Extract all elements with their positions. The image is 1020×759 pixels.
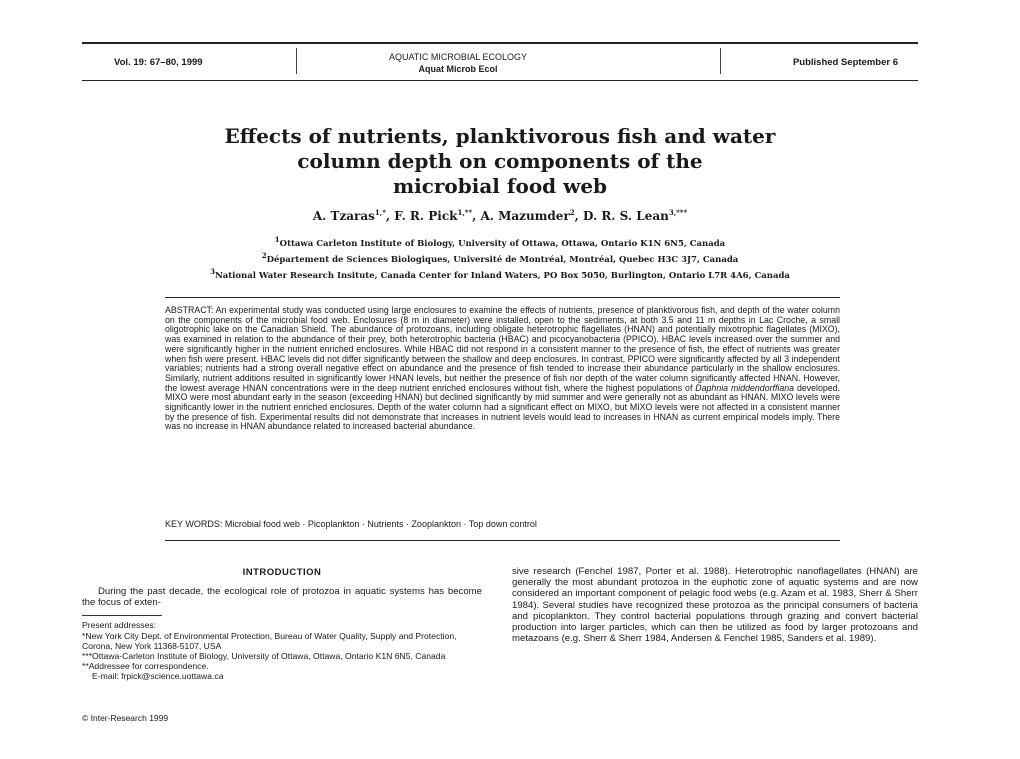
abstract-text-part1: An experimental study was conducted using large enclosures to examine the effects of nutrients, presence of planktivorous fish, and depth of the water column on the components of the microbial food web. Enclosures (8 m in diameter) were installed, open to the sediments, at both 3.5 and 11 m depths in Lac Croche, a small oligotrophic lake on the Canadian Shield. The abundance of protozoans, including obligate heterotrophic flagellates (HNAN) and potentially mixotrophic flagellates (MIXO), was examined in relation to the abundance of their prey, both heterotrophic bacteria (HBAC) and picocyanobacteria (PPICO). HBAC levels increased over the summer and were significantly higher in the nutrient enriched enclosures. While HBAC did not respond in a consistent manner to the presence of fish, the effect of nutrients was greater when fish were present. HBAC levels did not differ significantly between the shallow and deep enclosures. In contrast, PPICO were significantly affected by all 3 independent variables; nutrients had a strong overall negative effect on abundance and the presence of fish tended to increase their abundance particularly in the shallow enclosures. Similarly, nutrient additions resulted in significantly lower HNAN levels, but neither the presence of fish nor depth of the water column significantly affected HNAN. However, the lowest average HNAN concentrations were in the deep nutrient enriched enclosures without fish, where the highest populations of — [165, 305, 840, 393]
author-affil-mark: 1,** — [457, 208, 473, 217]
copyright: © Inter-Research 1999 — [82, 713, 169, 723]
author-list: A. Tzaras$^{1,*}$, F. R. Pick$^{1,**}$, A. Mazumder$^2$, D. R. S. Lean$^{3,***}$ — [312, 208, 688, 223]
affiliation-mark: 1 — [274, 235, 280, 244]
keywords-label: KEY WORDS: — [165, 519, 223, 529]
paper-title — [82, 124, 918, 199]
footnote-text: Addressee for correspondence. — [88, 661, 209, 672]
footnote-text: New York City Dept. of Environmental Protection, Bureau of Water Quality, Supply and Protection, Corona, New York 11368-5107, USA — [82, 630, 457, 651]
title-line: Effects of nutrients, planktivorous fish and water — [224, 124, 776, 148]
intro-paragraph-right: sive research (Fenchel 1987, Porter et al. 1988). Heterotrophic nanoflagellates (HNAN) are generally the most abundant protozoa in the euphotic zone of aquatic systems and are now considered an important component of pelagic food webs (e.g. Azam et al. 1983, Sherr & Sherr 1984). Several studies have recognized these protozoa as the principal consumers of bacteria and picoplankton. They control bacterial populations through grazing and convert bacterial production into larger particles, which can then be utilized as food by larger protozoans and metazoans (e.g. Sherr & Sherr 1984, Andersen & Fenchel 1985, Sanders et al. 1989). — [512, 566, 918, 645]
footnote-text: Ottawa-Carleton Institute of Biology, University of Ottawa, Ottawa, Ontario K1N 6N5, Canada — [92, 651, 446, 662]
header-divider-right — [720, 48, 721, 74]
volume-info: Vol. 19: 67–80, 1999 — [114, 57, 203, 68]
footnote-heading: Present addresses: — [82, 620, 157, 631]
footnote — [82, 651, 482, 661]
footnote-rule — [82, 615, 162, 616]
left-column — [82, 567, 482, 682]
journal-abbrev: Aquat Microb Ecol — [418, 64, 498, 74]
keywords-bottom-rule — [165, 540, 840, 541]
author-affil-mark: 3,*** — [668, 208, 688, 217]
section-heading: INTRODUCTION — [242, 567, 322, 578]
abstract-label: ABSTRACT: — [165, 305, 214, 315]
right-column — [512, 566, 918, 644]
affiliation-mark: 2 — [261, 250, 267, 260]
affiliation — [82, 250, 918, 266]
abstract-top-rule — [165, 297, 840, 298]
author-affil-mark: 1,* — [374, 208, 386, 217]
author-name: A. Tzaras — [312, 209, 375, 223]
title-line: microbial food web — [392, 174, 608, 198]
publication-date: Published September 6 — [792, 57, 898, 68]
footnote — [82, 661, 482, 671]
footnote-email: E-mail: frpick@science.uottawa.ca — [92, 671, 224, 682]
species-name: Daphnia middendorffiana — [695, 382, 795, 393]
affiliation — [82, 234, 918, 250]
keywords — [165, 519, 840, 529]
author-affil-mark: 2 — [569, 208, 575, 217]
affiliation-text: Département de Sciences Biologiques, Université de Montréal, Montréal, Quebec H3C 3J7, Canada — [266, 254, 739, 265]
author-name: D. R. S. Lean — [583, 209, 669, 223]
journal-name-block — [296, 51, 620, 75]
affiliation-text: National Water Research Insitute, Canada Center for Inland Waters, PO Box 5050, Burlington, Ontario L7R 4A6, Canada — [214, 270, 790, 281]
keywords-text: Microbial food web · Picoplankton · Nutrients · Zooplankton · Top down control — [222, 519, 537, 529]
intro-paragraph-left: During the past decade, the ecological role of protozoa in aquatic systems has become the focus of exten- — [82, 586, 482, 609]
footnote — [82, 631, 482, 651]
journal-name: AQUATIC MICROBIAL ECOLOGY — [388, 52, 528, 62]
author-name: A. Mazumder — [480, 209, 570, 223]
footnote-mark: *** — [82, 651, 93, 662]
affiliation-text: Ottawa Carleton Institute of Biology, University of Ottawa, Ottawa, Ontario K1N 6N5, Canada — [279, 238, 726, 249]
affiliation-mark: 3 — [210, 266, 215, 276]
affiliation-list — [82, 234, 918, 281]
footnotes — [82, 620, 482, 681]
affiliation — [82, 266, 918, 282]
abstract-text-part2: developed. MIXO were most abundant early in the season (exceeding HNAN) but declined significantly by mid summer and were generally not as abundant as HNAN. MIXO levels were significantly lower in the nutrient enriched enclosures. Depth of the water column had a significant effect on MIXO, but MIXO levels were not affected in a consistent manner by the presence of fish. Experimental results did not demonstrate that increases in nutrient levels would lead to increases in HNAN as current empirical models imply. There was no increase in HNAN abundance related to increased bacterial abundance. — [165, 382, 840, 432]
journal-header — [82, 43, 918, 79]
author-name: F. R. Pick — [394, 209, 458, 223]
footnote-mark: * — [82, 630, 86, 641]
header-bottom-rule — [82, 80, 918, 81]
title-line: column depth on components of the — [297, 149, 703, 173]
footnote-mark: ** — [82, 661, 89, 672]
abstract — [165, 306, 840, 432]
